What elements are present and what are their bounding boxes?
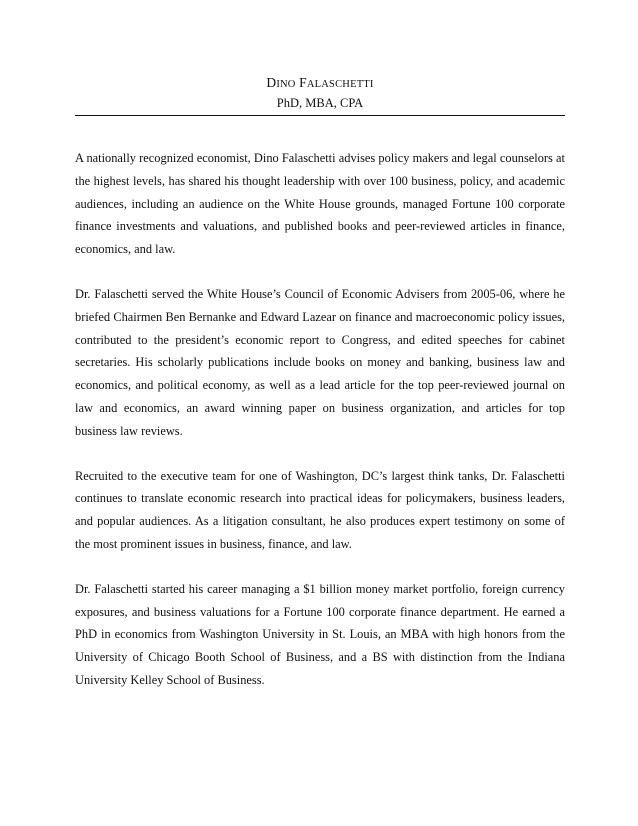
bio-paragraph-3: Recruited to the executive team for one of Washington, DC’s largest think tanks, Dr. Falaschetti continues to translate economic research into practical ideas for policymakers, business leaders, and popular audiences. As a litigation consultant, he also produces expert testimony on some of the most prominent issues in business, finance, and law.	[75, 468, 565, 551]
last-name-initial: F	[299, 75, 307, 90]
author-name	[75, 74, 565, 94]
first-name-initial: D	[266, 75, 277, 90]
bio-paragraph-2: Dr. Falaschetti served the White House’s Council of Economic Advisers from 2005-06, where he briefed Chairmen Ben Bernanke and Edward Lazear on finance and macroeconomic policy issues, contributed to the president’s economic report to Congress, and edited speeches for cabinet secretaries. His scholarly publications include books on money and banking, business law and economics, and political economy, as well as a lead article for the top peer-reviewed journal on law and economics, an award winning paper on business organization, and articles for top business law reviews.	[75, 286, 565, 438]
document-header	[75, 74, 565, 112]
author-credentials: PhD, MBA, CPA	[276, 96, 364, 110]
bio-paragraph-4: Dr. Falaschetti started his career managing a $1 billion money market portfolio, foreign currency exposures, and business valuations for a Fortune 100 corporate finance department. He earned a PhD in economics from Washington University in St. Louis, an MBA with high honors from the University of Chicago Booth School of Business, and a BS with distinction from the Indiana University Kelley School of Business.	[75, 581, 565, 687]
bio-body	[75, 147, 565, 714]
header-divider	[75, 115, 565, 116]
first-name-rest: INO	[276, 79, 296, 90]
bio-paragraph-1: A nationally recognized economist, Dino Falaschetti advises policy makers and legal counselors at the highest levels, has shared his thought leadership with over 100 business, policy, and academic audiences, including an audience on the White House grounds, managed Fortune 100 corporate finance investments and valuations, and published books and peer-reviewed articles in finance, economics, and law.	[75, 151, 565, 257]
last-name-rest: ALASCHETTI	[306, 79, 374, 90]
